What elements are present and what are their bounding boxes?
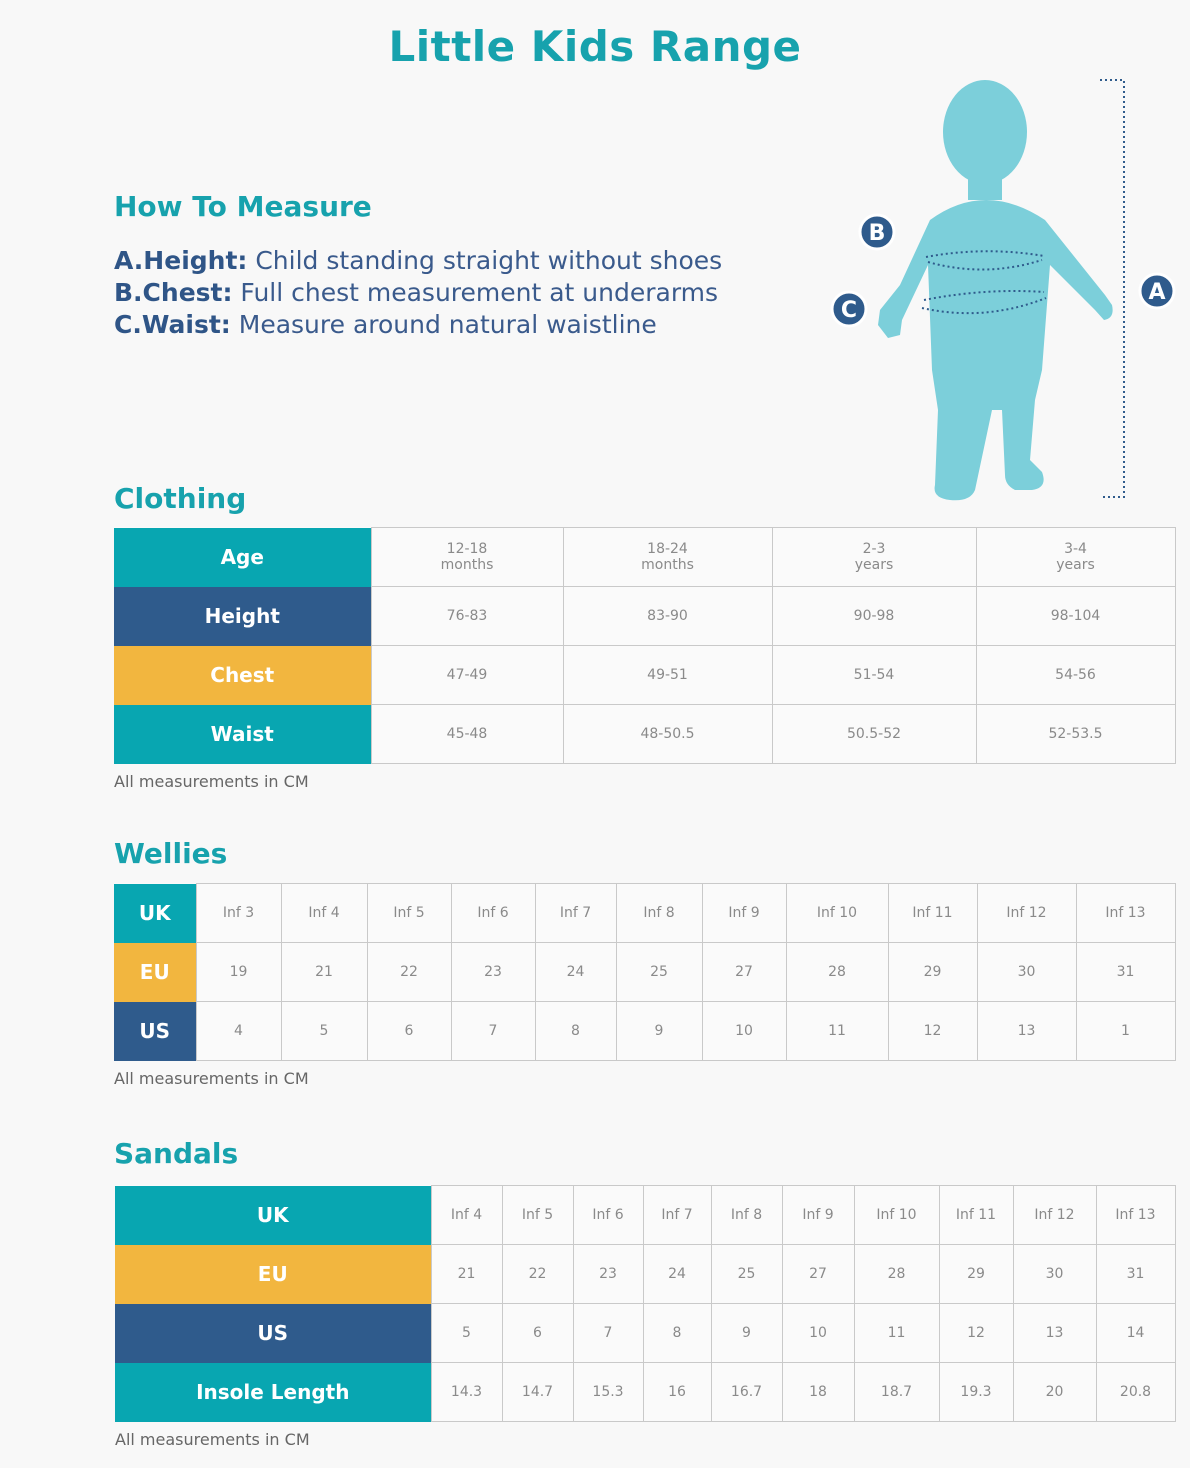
- wellies-cell: 9: [616, 1002, 702, 1061]
- wellies-cell: Inf 11: [888, 884, 977, 943]
- sandals-note: All measurements in CM: [115, 1430, 310, 1449]
- sandals-label-uk: UK: [115, 1186, 431, 1245]
- sandals-heading: Sandals: [114, 1137, 239, 1170]
- wellies-cell: 27: [702, 943, 786, 1002]
- waist-text: Measure around natural waistline: [230, 310, 657, 339]
- sandals-cell: 14.3: [431, 1363, 502, 1422]
- measure-line-waist: [114, 309, 722, 341]
- wellies-label-uk: UK: [114, 884, 196, 943]
- wellies-cell: Inf 5: [367, 884, 451, 943]
- height-label: A.Height:: [114, 246, 248, 275]
- wellies-cell: 25: [616, 943, 702, 1002]
- marker-b-label: B: [868, 221, 886, 246]
- clothing-label-chest: Chest: [114, 646, 371, 705]
- wellies-cell: 4: [196, 1002, 281, 1061]
- marker-a: [1140, 274, 1174, 308]
- chest-text: Full chest measurement at underarms: [232, 278, 719, 307]
- marker-b: [860, 215, 894, 249]
- sandals-cell: 7: [573, 1304, 643, 1363]
- wellies-heading: Wellies: [114, 837, 228, 870]
- sandals-cell: 18: [782, 1363, 854, 1422]
- wellies-cell: 7: [451, 1002, 535, 1061]
- clothing-cell: 12-18 months: [371, 528, 563, 587]
- clothing-cell: 45-48: [371, 705, 563, 764]
- wellies-cell: 22: [367, 943, 451, 1002]
- clothing-row-age: [114, 528, 1175, 587]
- wellies-cell: 30: [977, 943, 1076, 1002]
- sandals-cell: 15.3: [573, 1363, 643, 1422]
- clothing-row-height: [114, 587, 1175, 646]
- sandals-label-us: US: [115, 1304, 431, 1363]
- sandals-cell: 21: [431, 1245, 502, 1304]
- marker-a-label: A: [1148, 280, 1166, 305]
- sandals-cell: Inf 7: [643, 1186, 711, 1245]
- clothing-cell: 51-54: [772, 646, 976, 705]
- sandals-cell: 20: [1013, 1363, 1096, 1422]
- sandals-cell: 25: [711, 1245, 782, 1304]
- sandals-cell: 6: [502, 1304, 573, 1363]
- sandals-row-uk: [115, 1186, 1175, 1245]
- wellies-cell: 19: [196, 943, 281, 1002]
- clothing-cell: 54-56: [976, 646, 1175, 705]
- sandals-cell: 30: [1013, 1245, 1096, 1304]
- sandals-cell: 16: [643, 1363, 711, 1422]
- measure-line-height: [114, 245, 722, 277]
- clothing-cell: 76-83: [371, 587, 563, 646]
- wellies-cell: Inf 4: [281, 884, 367, 943]
- marker-c-label: C: [840, 298, 858, 323]
- child-silhouette: [878, 80, 1113, 500]
- clothing-row-chest: [114, 646, 1175, 705]
- sandals-cell: 14.7: [502, 1363, 573, 1422]
- wellies-cell: 6: [367, 1002, 451, 1061]
- sandals-cell: Inf 4: [431, 1186, 502, 1245]
- clothing-cell: 18-24 months: [563, 528, 772, 587]
- wellies-cell: 8: [535, 1002, 616, 1061]
- sandals-cell: Inf 9: [782, 1186, 854, 1245]
- wellies-label-us: US: [114, 1002, 196, 1061]
- clothing-note: All measurements in CM: [114, 772, 309, 791]
- sandals-cell: 22: [502, 1245, 573, 1304]
- wellies-cell: Inf 9: [702, 884, 786, 943]
- sandals-label-insole: Insole Length: [115, 1363, 431, 1422]
- sandals-row-us: [115, 1304, 1175, 1363]
- sandals-cell: 10: [782, 1304, 854, 1363]
- sandals-cell: 14: [1096, 1304, 1175, 1363]
- chest-label: B.Chest:: [114, 278, 233, 307]
- sandals-cell: 24: [643, 1245, 711, 1304]
- measure-instructions: [114, 245, 722, 341]
- sandals-table: [115, 1185, 1176, 1422]
- wellies-cell: 12: [888, 1002, 977, 1061]
- wellies-row-uk: [114, 884, 1175, 943]
- how-to-measure-heading: How To Measure: [114, 190, 372, 223]
- clothing-cell: 48-50.5: [563, 705, 772, 764]
- wellies-cell: Inf 8: [616, 884, 702, 943]
- wellies-cell: Inf 7: [535, 884, 616, 943]
- sandals-cell: 18.7: [854, 1363, 939, 1422]
- wellies-cell: 29: [888, 943, 977, 1002]
- clothing-row-waist: [114, 705, 1175, 764]
- clothing-heading: Clothing: [114, 482, 247, 515]
- sandals-cell: Inf 6: [573, 1186, 643, 1245]
- wellies-cell: 23: [451, 943, 535, 1002]
- sandals-cell: 12: [939, 1304, 1013, 1363]
- wellies-cell: 10: [702, 1002, 786, 1061]
- wellies-cell: 21: [281, 943, 367, 1002]
- waist-label: C.Waist:: [114, 310, 231, 339]
- wellies-cell: 28: [786, 943, 888, 1002]
- clothing-table: [114, 527, 1176, 764]
- sandals-cell: 28: [854, 1245, 939, 1304]
- sandals-cell: 11: [854, 1304, 939, 1363]
- sandals-row-insole: [115, 1363, 1175, 1422]
- wellies-note: All measurements in CM: [114, 1069, 309, 1088]
- wellies-table: [114, 883, 1176, 1061]
- sandals-cell: Inf 11: [939, 1186, 1013, 1245]
- clothing-cell: 83-90: [563, 587, 772, 646]
- clothing-cell: 50.5-52: [772, 705, 976, 764]
- sandals-cell: 23: [573, 1245, 643, 1304]
- clothing-cell: 52-53.5: [976, 705, 1175, 764]
- sandals-cell: 19.3: [939, 1363, 1013, 1422]
- clothing-cell: 90-98: [772, 587, 976, 646]
- clothing-label-waist: Waist: [114, 705, 371, 764]
- clothing-cell: 98-104: [976, 587, 1175, 646]
- sandals-cell: Inf 8: [711, 1186, 782, 1245]
- sandals-label-eu: EU: [115, 1245, 431, 1304]
- height-text: Child standing straight without shoes: [247, 246, 723, 275]
- wellies-cell: Inf 10: [786, 884, 888, 943]
- clothing-label-height: Height: [114, 587, 371, 646]
- sandals-cell: 31: [1096, 1245, 1175, 1304]
- wellies-label-eu: EU: [114, 943, 196, 1002]
- wellies-cell: Inf 6: [451, 884, 535, 943]
- sandals-row-eu: [115, 1245, 1175, 1304]
- wellies-cell: 5: [281, 1002, 367, 1061]
- sandals-cell: Inf 10: [854, 1186, 939, 1245]
- child-measurement-figure: [820, 70, 1190, 510]
- clothing-cell: 47-49: [371, 646, 563, 705]
- sandals-cell: 8: [643, 1304, 711, 1363]
- wellies-cell: 1: [1076, 1002, 1175, 1061]
- sandals-cell: 9: [711, 1304, 782, 1363]
- wellies-cell: 31: [1076, 943, 1175, 1002]
- sandals-cell: 5: [431, 1304, 502, 1363]
- clothing-cell: 49-51: [563, 646, 772, 705]
- wellies-row-us: [114, 1002, 1175, 1061]
- clothing-label-age: Age: [114, 528, 371, 587]
- wellies-cell: 24: [535, 943, 616, 1002]
- sandals-cell: Inf 12: [1013, 1186, 1096, 1245]
- marker-c: [832, 292, 866, 326]
- sandals-cell: 16.7: [711, 1363, 782, 1422]
- page-title: Little Kids Range: [388, 22, 802, 71]
- sandals-cell: 29: [939, 1245, 1013, 1304]
- sandals-cell: 13: [1013, 1304, 1096, 1363]
- wellies-cell: 13: [977, 1002, 1076, 1061]
- clothing-cell: 3-4 years: [976, 528, 1175, 587]
- wellies-cell: Inf 13: [1076, 884, 1175, 943]
- clothing-cell: 2-3 years: [772, 528, 976, 587]
- measure-line-chest: [114, 277, 722, 309]
- sandals-cell: 27: [782, 1245, 854, 1304]
- sandals-cell: Inf 13: [1096, 1186, 1175, 1245]
- sandals-cell: 20.8: [1096, 1363, 1175, 1422]
- wellies-cell: Inf 3: [196, 884, 281, 943]
- wellies-cell: Inf 12: [977, 884, 1076, 943]
- sandals-cell: Inf 5: [502, 1186, 573, 1245]
- wellies-cell: 11: [786, 1002, 888, 1061]
- wellies-row-eu: [114, 943, 1175, 1002]
